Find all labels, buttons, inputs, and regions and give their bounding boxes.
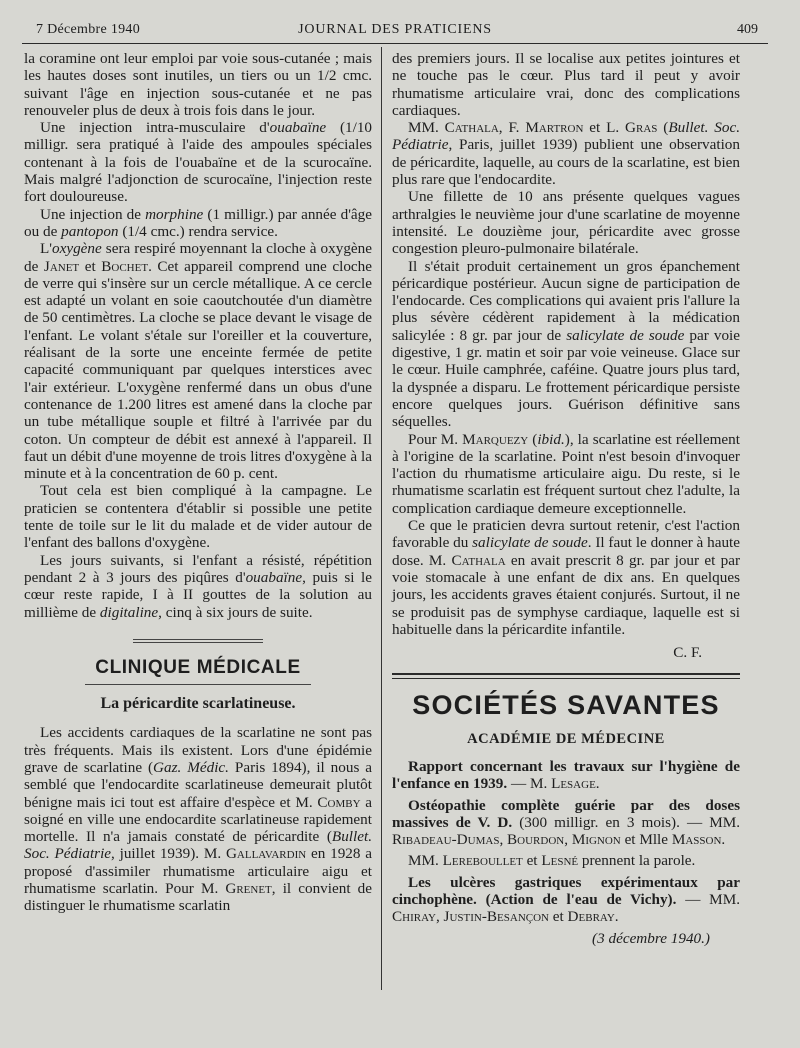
paragraph: Une injection intra-musculaire d'ouabaïne (1/10 milligr. sera pratiqué à l'aide des ampoules spéciales contenant à la fois de l'ouabaïne et de la scurocaïne. Mais malgré l'adjonction de scurocaïne, l'injection reste fort douloureuse. xyxy=(24,119,373,206)
paragraph: Les jours suivants, si l'enfant a résisté, répétition pendant 2 à 3 jours des piqûres d'ouabaïne, puis si le cœur reste rapide, I à II gouttes de la solution au millième de digitaline, cinq à six jours de suite. xyxy=(24,551,372,621)
reference: Gaz. Médic. xyxy=(153,758,229,776)
author-name: Grenet xyxy=(225,880,272,898)
left-column xyxy=(24,50,372,915)
author-name: Cathala xyxy=(444,119,499,137)
proceedings-entry: Rapport concernant les travaux sur l'hygiène de l'enfance en 1939. — M. Lesage. xyxy=(392,757,740,793)
author-name: Martron xyxy=(525,119,584,137)
reference: Bullet. Soc. Pédiatrie xyxy=(24,828,372,863)
header-rule xyxy=(22,43,768,44)
author-name: Chiray xyxy=(392,908,436,926)
entry-title: Rapport concernant les travaux sur l'hygiène de l'enfance en 1939. xyxy=(392,757,740,793)
paragraph: Pour M. Marquezy (ibid.), la scarlatine est réellement à l'origine de la scarlatine. Point n'est besoin d'invoquer l'action du rhumatisme articulaire aigu. Du reste, si le rhumatisme scarlatin est fréquent surtout chez l'adulte, la complication cardiaque demeure exceptionnelle. xyxy=(392,430,740,517)
proceedings-entry: Les ulcères gastriques expérimentaux par cinchophène. (Action de l'eau de Vichy). — MM. Chiray, Justin-Besançon et Debray. xyxy=(392,873,740,926)
paragraph: Les accidents cardiaques de la scarlatine ne sont pas très fréquents. Mais ils existent. Lors d'une épidémie grave de scarlatine (Gaz. Médic. Paris 1894), il nous a semblé que l'endocardite scarlatineuse demeurait plutôt bénigne mais ici tout est affaire d'espèce et M. Comby a soigné en ville une endocardite scarlatineuse rapidement mortelle. Il n'a jamais constaté de péricardite (Bullet. Soc. Pédiatrie, juillet 1939). M. Gallavardin en 1928 a proposé d'assimiler rhumatisme articulaire aigu et rhumatisme scarlatin. Pour M. Grenet, il convient de distinguer le rhumatisme scarlatin xyxy=(24,724,373,915)
drug-name: pantopon xyxy=(61,222,119,240)
page-number: 409 xyxy=(737,22,758,37)
paragraph: la coramine ont leur emploi par voie sous-cutanée ; mais les hautes doses sont inutiles, un tiers ou un 1/2 cmc. suivant l'âge en injection sous-cutanée et ne pas renouveler plus de deux à trois fois dans le jour. xyxy=(24,50,372,119)
section-title: CLINIQUE MÉDICALE xyxy=(95,656,301,678)
proceedings-entry: Ostéopathie complète guérie par des doses massives de V. D. (300 milligr. en 3 mois). — MM. Ribadeau-Dumas, Bourdon, Mignon et Mlle Masson. xyxy=(392,796,741,849)
author-name: Marquezy xyxy=(462,430,529,448)
paragraph: des premiers jours. Il se localise aux petites jointures et ne touche pas le cœur. Plus tard il peut y avoir rhumatisme articulaire vrai, donc des complications cardiaques. xyxy=(392,50,740,119)
author-name: Mignon xyxy=(571,831,621,849)
paragraph: MM. Cathala, F. Martron et L. Gras (Bullet. Soc. Pédiatrie, Paris, juillet 1939) publient une observation de péricardite, laquelle, au cours de la scarlatine, est bien plus rare que l'endocardite. xyxy=(392,119,740,189)
author-signature: C. F. xyxy=(673,644,702,662)
running-header xyxy=(22,18,768,42)
drug-name: ouabaïne xyxy=(269,119,327,137)
author-name: Ribadeau-Dumas xyxy=(392,831,500,849)
author-name: Lesage xyxy=(551,775,596,793)
drug-name: oxygène xyxy=(52,240,102,258)
reference: Bullet. Soc. Pédiatrie xyxy=(392,119,740,154)
author-name: Bochet xyxy=(101,257,149,275)
divider xyxy=(85,684,311,685)
section-title: SOCIÉTÉS SAVANTES xyxy=(412,690,720,721)
divider xyxy=(133,639,263,643)
author-name: Gallavardin xyxy=(225,845,307,863)
author-name: Lesné xyxy=(541,852,579,870)
author-name: Debray xyxy=(567,908,615,926)
paragraph: L'oxygène sera respiré moyennant la cloche à oxygène de Janet et Bochet. Cet appareil comprend une cloche de verre qui s'insère sur un cercle métallique. A ce cercle est adapté un volant en soie caoutchoutée d'un diamètre de 50 centimètres. La cloche se place devant le visage de l'enfant. Le volant s'étale sur l'oreiller et la couverture, réalisant de la sorte une enceinte fermée de petite capacité communiquant par quelques interstices avec l'air extérieur. L'oxygène renfermé dans un obus d'une contenance de 1.200 litres est amené dans la cloche par un tube métallique souple et filtré à l'arrivée par du coton. Un compteur de débit est annexé à l'appareil. Il faut un débit d'une moyenne de trois litres d'oxygène à la minute et à la concentration de 60 p. cent. xyxy=(24,240,372,483)
journal-title: JOURNAL DES PRATICIENS xyxy=(298,22,492,37)
author-name: Bourdon xyxy=(507,831,565,849)
right-column xyxy=(392,50,740,947)
paragraph: Tout cela est bien compliqué à la campagne. Le praticien se contentera d'établir si possible une petite tente de toile sur le lit du malade et de vider autour de l'enfant des ballons d'oxygène. xyxy=(24,482,372,552)
author-name: Cathala xyxy=(451,551,506,569)
double-rule xyxy=(392,673,740,679)
paragraph: Ce que le praticien devra surtout retenir, c'est l'action favorable du salicylate de soude. Il faut le donner à haute dose. M. Cathala en avait prescrit 8 gr. par jour et par voie stomacale à une enfant de dix ans. En quelques jours, les accidents graves étaient conjurés. Surtout, il ne se produisit pas de symphyse cardiaque, laquelle est si habituelle dans la péricardite infantile. xyxy=(392,517,741,638)
author-name: Justin-Besançon xyxy=(443,908,549,926)
article-title: La péricardite scarlatineuse. xyxy=(100,695,296,713)
author-name: Lereboullet xyxy=(442,852,523,870)
paragraph: Une fillette de 10 ans présente quelques vagues arthralgies le neuvième jour d'une scarlatine de moyenne intensité. Le douzième jour, péricardite avec grosse congestion pleuro-pulmonaire bilatérale. xyxy=(392,188,740,258)
paragraph: Il s'était produit certainement un gros épanchement péricardique postérieur. Aucun signe de participation de l'endocarde. Ces complications qui avaient pris l'allure la plus sévère cédèrent rapidement à la médication salicylée : 8 gr. par jour de salicylate de soude par voie digestive, 1 gr. matin et soir par voie veineuse. Glace sur le cœur. Huile camphrée, caféine. Quatre jours plus tard, la dyspnée a disparu. Le frottement péricardique persiste encore quelques jours. Guérison définitive sans séquelles. xyxy=(392,257,741,431)
drug-name: salicylate de soude xyxy=(472,534,588,552)
drug-name: salicylate de soude xyxy=(566,326,685,344)
author-name: Masson xyxy=(671,831,722,849)
session-date: (3 décembre 1940.) xyxy=(592,929,710,947)
header-date: 7 Décembre 1940 xyxy=(36,22,141,37)
drug-name: ouabaïne xyxy=(245,568,303,586)
entry-title: Ostéopathie complète guérie par des doses massives de V. D. xyxy=(392,796,740,831)
author-name: Gras xyxy=(625,119,658,137)
subsection-title: ACADÉMIE DE MÉDECINE xyxy=(467,730,665,747)
proceedings-entry: MM. Lereboullet et Lesné prennent la parole. xyxy=(408,852,696,870)
paragraph: Une injection de morphine (1 milligr.) par année d'âge ou de pantopon (1/4 cmc.) rendra service. xyxy=(24,205,373,240)
entry-title: Les ulcères gastriques expérimentaux par cinchophène. (Action de l'eau de Vichy). xyxy=(392,873,740,909)
drug-name: digitaline xyxy=(99,603,159,621)
column-divider xyxy=(381,47,382,990)
drug-name: morphine xyxy=(145,205,204,223)
author-name: Janet xyxy=(43,257,80,275)
reference: ibid. xyxy=(537,430,565,448)
author-name: Comby xyxy=(317,793,361,811)
